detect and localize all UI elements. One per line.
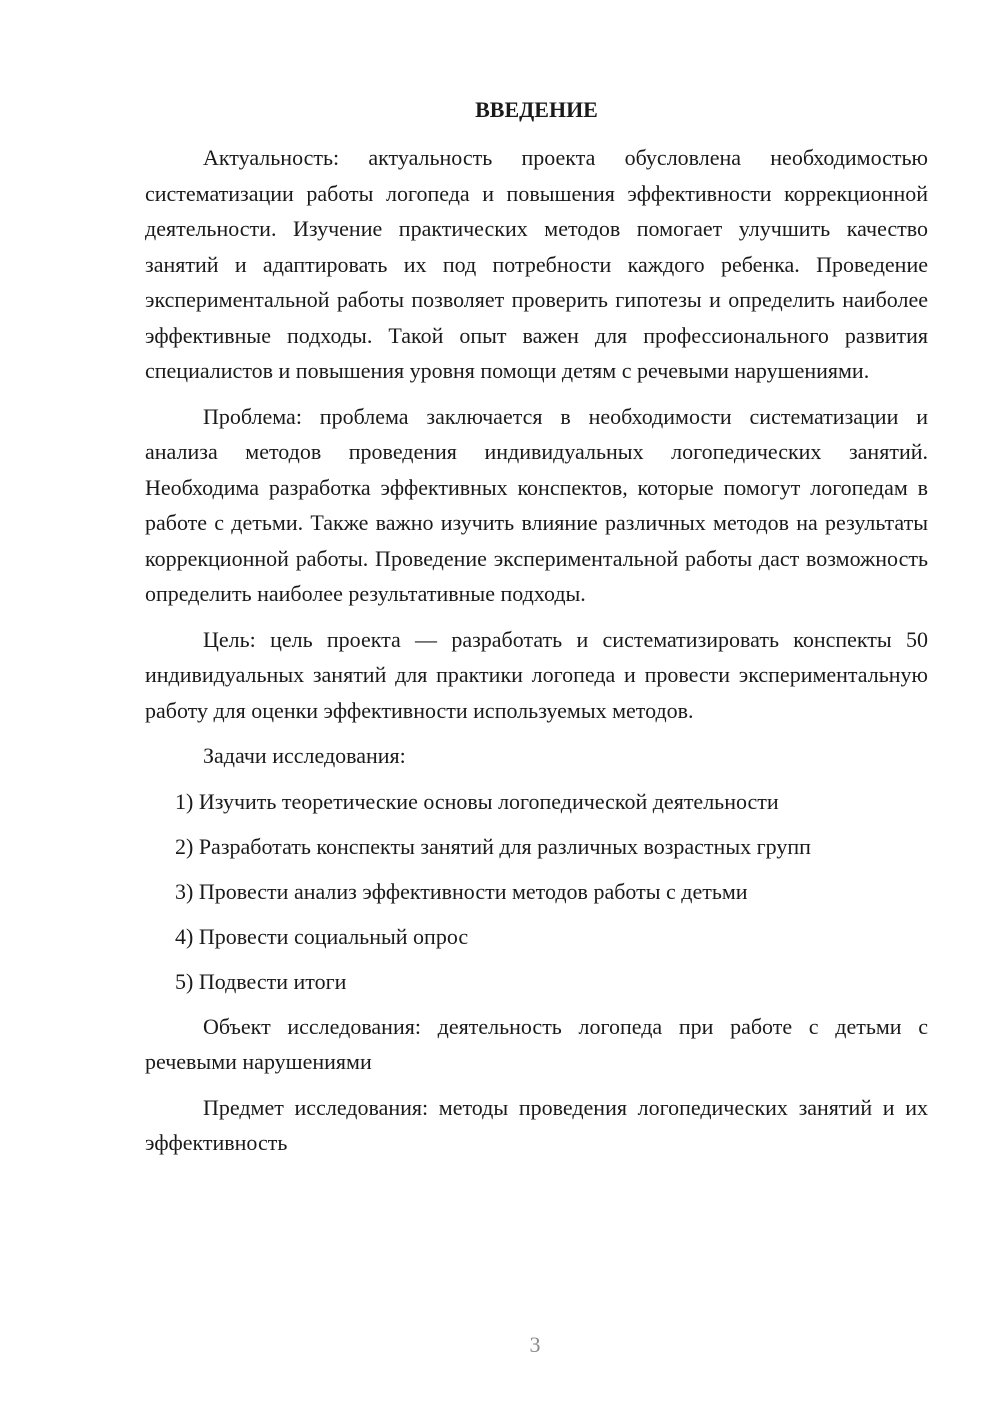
object-paragraph: Объект исследования: деятельность логопеда при работе с детьми с речевыми нарушениями xyxy=(145,1013,928,1074)
task-item-4: 4) Провести социальный опрос xyxy=(175,923,469,949)
task-item-2: 2) Разработать конспекты занятий для различных возрастных групп xyxy=(175,833,811,859)
page-title: ВВЕДЕНИЕ xyxy=(475,97,598,122)
page-content xyxy=(145,95,928,1171)
task-list xyxy=(145,784,928,1000)
tasks-label: Задачи исследования: xyxy=(203,743,406,768)
problem-paragraph: Проблема: проблема заключается в необходимости систематизации и анализа методов проведения индивидуальных логопедических занятий. Необходима разработка эффективных конспектов, которые помогут логопедам в работе с детьми. Также важно изучить влияние различных методов на результаты коррекционной работы. Проведение экспериментальной работы даст возможность определить наиболее результативные подходы. xyxy=(145,403,928,606)
subject-paragraph: Предмет исследования: методы проведения логопедических занятий и их эффективность xyxy=(145,1094,928,1155)
goal-paragraph: Цель: цель проекта — разработать и систематизировать конспекты 50 индивидуальных занятий для практики логопеда и провести экспериментальную работу для оценки эффективности используемых методов. xyxy=(145,626,928,723)
task-item-1: 1) Изучить теоретические основы логопедической деятельности xyxy=(175,788,779,814)
task-item-3: 3) Провести анализ эффективности методов работы с детьми xyxy=(175,878,748,904)
task-item-5: 5) Подвести итоги xyxy=(175,968,347,994)
page-number: 3 xyxy=(529,1332,541,1357)
relevance-paragraph: Актуальность: актуальность проекта обусловлена необходимостью систематизации работы логопеда и повышения эффективности коррекционной деятельности. Изучение практических методов помогает улучшить качество занятий и адаптировать их под потребности каждого ребенка. Проведение экспериментальной работы позволяет проверить гипотезы и определить наиболее эффективные подходы. Такой опыт важен для профессионального развития специалистов и повышения уровня помощи детям с речевыми нарушениями. xyxy=(145,145,928,383)
